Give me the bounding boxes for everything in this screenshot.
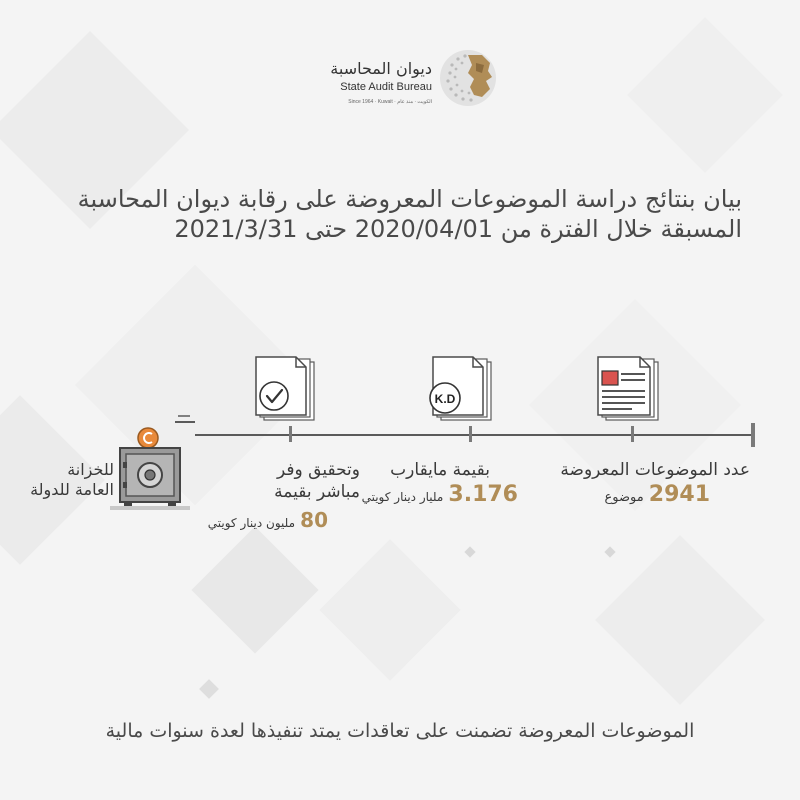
page-title-line-2: المسبقة خلال الفترة من 2020/04/01 حتى 2021/3/31 xyxy=(174,215,742,243)
stat-treasury-label-line-2: العامة للدولة xyxy=(30,480,114,499)
footer-note: الموضوعات المعروضة تضمنت على تعاقدات يمتد تنفيذها لعدة سنوات مالية xyxy=(105,720,695,742)
stat-count-row xyxy=(604,482,710,507)
logo-name-ar: ديوان المحاسبة xyxy=(330,59,432,78)
stat-savings-unit: مليون دينار كويتي xyxy=(207,516,296,530)
kd-badge-text: K.D xyxy=(434,392,456,406)
coin-icon xyxy=(138,428,158,448)
page-title-line-1: بيان بنتائج دراسة الموضوعات المعروضة على رقابة ديوان المحاسبة xyxy=(77,185,742,213)
stat-value-label: بقيمة مايقارب xyxy=(390,460,490,480)
stat-count-label: عدد الموضوعات المعروضة xyxy=(560,460,750,480)
stat-savings-label-line-1: وتحقيق وفر xyxy=(277,460,360,480)
stat-value-row xyxy=(362,482,518,507)
stat-savings-row xyxy=(208,508,328,532)
stat-savings-label-line-2: مباشر بقيمة xyxy=(274,482,360,502)
stat-value-value: 3.176 xyxy=(448,482,518,507)
timeline-tick xyxy=(631,426,634,442)
kd-document-icon xyxy=(425,356,497,422)
timeline-tick xyxy=(289,426,292,442)
logo-since: Since 1964 · Kuwait · الكويت · منذ عام xyxy=(348,99,432,105)
document-icon xyxy=(596,356,662,422)
stat-value-unit: مليار دينار كويتي xyxy=(361,490,444,504)
logo-name-en: State Audit Bureau xyxy=(340,81,432,93)
timeline-tick xyxy=(469,426,472,442)
stat-count-unit: موضوع xyxy=(604,490,644,505)
stat-count-value: 2941 xyxy=(648,482,710,507)
stat-savings-value: 80 xyxy=(300,508,328,532)
stat-treasury-label-line-1: للخزانة xyxy=(67,460,114,479)
timeline-end-cap xyxy=(751,423,755,447)
safe-icon xyxy=(110,420,190,512)
check-document-icon xyxy=(252,356,318,422)
